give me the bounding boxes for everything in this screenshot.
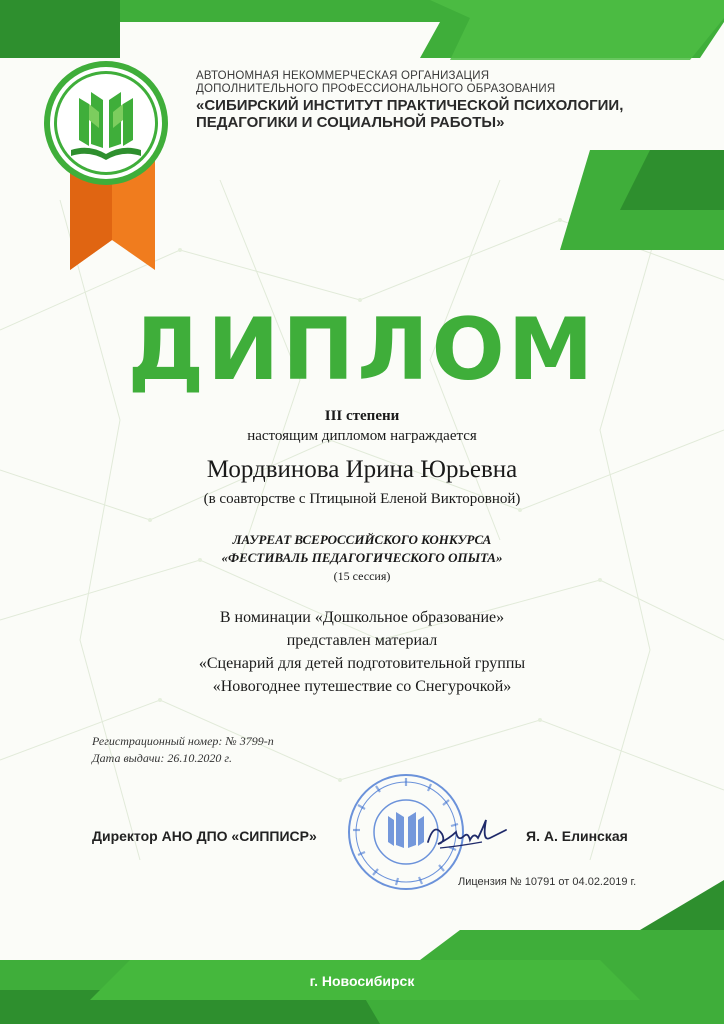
city-label: г. Новосибирск: [309, 973, 415, 989]
coauthor-text: (в соавторстве с Птицыной Еленой Викторовной): [203, 491, 521, 507]
laureate-text: ЛАУРЕАТ ВСЕРОССИЙСКОГО КОНКУРСА: [232, 532, 492, 547]
diploma-title: ДИПЛОМ: [127, 300, 597, 400]
nomination-line1: В номинации «Дошкольное образование»: [219, 609, 505, 626]
registration-info: [92, 733, 274, 767]
org-name-line2: ПЕДАГОГИКИ И СОЦИАЛЬНОЙ РАБОТЫ»: [196, 114, 505, 131]
diploma-degree: III степени: [324, 408, 400, 424]
session-text: (15 сессия): [333, 569, 391, 583]
director-title: Директор АНО ДПО «СИППИСР»: [92, 828, 317, 844]
festival-name: «ФЕСТИВАЛЬ ПЕДАГОГИЧЕСКОГО ОПЫТА»: [221, 550, 503, 565]
nomination-line4: «Новогоднее путешествие со Снегурочкой»: [212, 678, 512, 695]
nomination-line2: представлен материал: [286, 632, 438, 649]
organization-header: [196, 70, 623, 131]
nomination-block: [0, 606, 724, 698]
recipient-name: Мордвинова Ирина Юрьевна: [206, 456, 518, 483]
registration-number: Регистрационный номер: № 3799-п: [92, 734, 274, 748]
license-info: Лицензия № 10791 от 04.02.2019 г.: [458, 876, 637, 888]
awarded-text: настоящим дипломом награждается: [247, 428, 477, 444]
signatory-name: Я. А. Елинская: [526, 828, 628, 844]
org-name-line1: «СИБИРСКИЙ ИНСТИТУТ ПРАКТИЧЕСКОЙ ПСИХОЛОГИИ,: [196, 97, 624, 114]
org-type-line2: ДОПОЛНИТЕЛЬНОГО ПРОФЕССИОНАЛЬНОГО ОБРАЗОВАНИЯ: [196, 83, 556, 95]
book-logo-icon: [41, 58, 171, 188]
org-type-line1: АВТОНОМНАЯ НЕКОММЕРЧЕСКАЯ ОРГАНИЗАЦИЯ: [196, 70, 490, 82]
nomination-line3: «Сценарий для детей подготовительной группы: [198, 655, 526, 672]
issue-date: Дата выдачи: 26.10.2020 г.: [92, 751, 232, 765]
signature-icon: [420, 812, 510, 862]
